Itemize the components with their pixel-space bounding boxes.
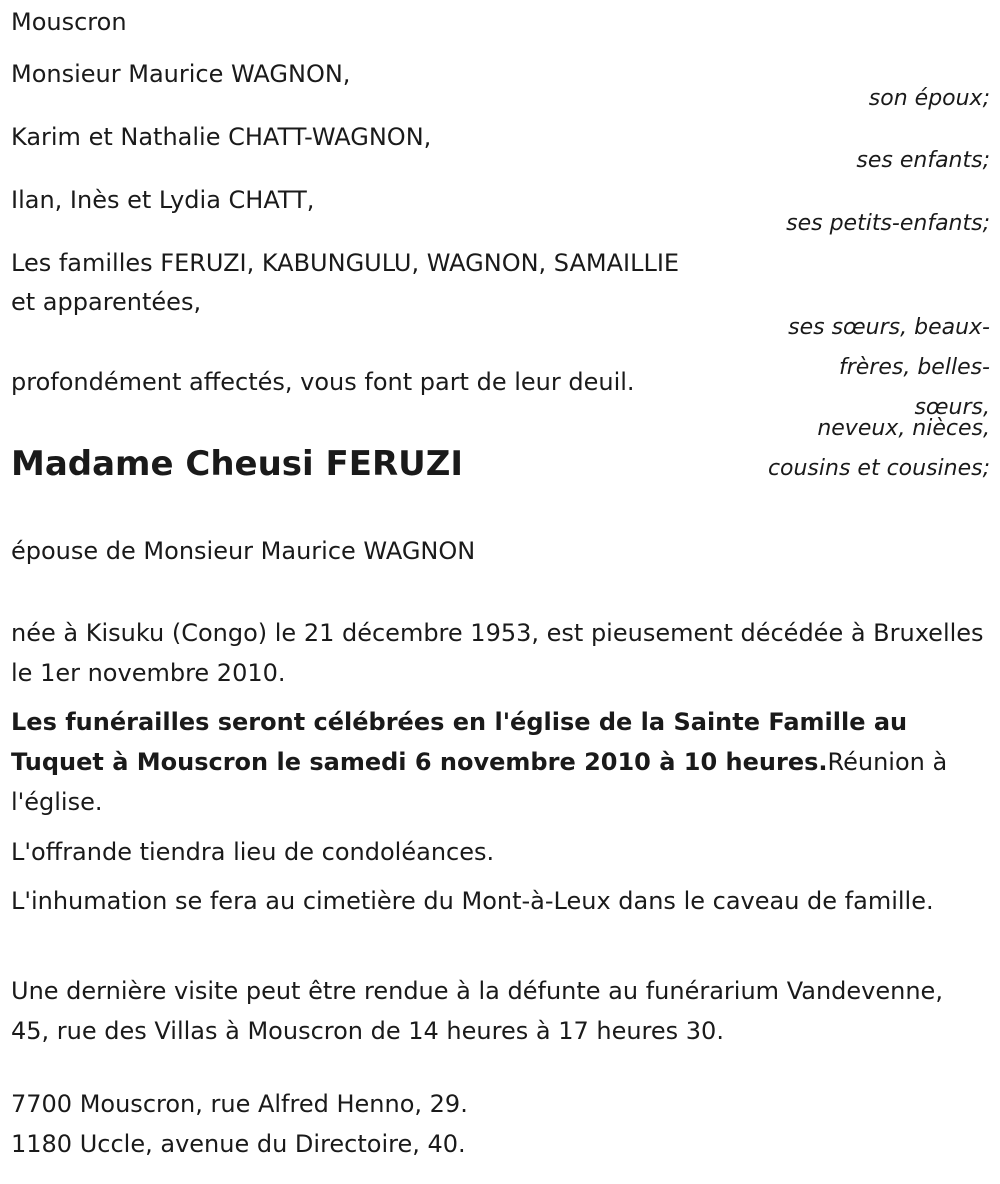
family-member-name-continued: et apparentées, [11,288,202,316]
announcement-text: profondément affectés, vous font part de leur deuil. [11,368,635,396]
funeral-paragraph [11,702,986,822]
family-member-name: Karim et Nathalie CHATT-WAGNON, [11,123,432,151]
family-member-relation: son époux; [868,86,990,111]
family-member-relation: ses sœurs, beaux-frères, belles-sœurs, [788,315,990,420]
address-line: 1180 Uccle, avenue du Directoire, 40. [11,1130,466,1158]
family-member-name: Les familles FERUZI, KABUNGULU, WAGNON, SAMAILLIE [11,249,680,277]
visit-paragraph: Une dernière visite peut être rendue à la défunte au funérarium Vandevenne, 45, rue des Villas à Mouscron de 14 heures à 17 heures 30. [11,977,943,1045]
offering-paragraph: L'offrande tiendra lieu de condoléances. [11,838,495,866]
city-heading: Mouscron [11,8,127,36]
family-member-name: Monsieur Maurice WAGNON, [11,60,351,88]
family-member-relation: ses petits-enfants; [786,211,990,236]
deceased-name: Madame Cheusi FERUZI [11,444,464,484]
family-member-relation: ses enfants; [856,148,990,173]
address-line: 7700 Mouscron, rue Alfred Henno, 29. [11,1090,468,1118]
burial-paragraph: L'inhumation se fera au cimetière du Mont-à-Leux dans le caveau de famille. [11,887,934,915]
extended-relation-line: cousins et cousines; [767,456,990,481]
gathering-note: Réunion à l'église. [11,748,948,816]
extended-relation-line: neveux, nièces, [817,416,990,441]
birth-death-paragraph: née à Kisuku (Congo) le 21 décembre 1953, est pieusement décédée à Bruxelles le 1er novembre 2010. [11,619,984,687]
family-member-name: Ilan, Inès et Lydia CHATT, [11,186,315,214]
spouse-line: épouse de Monsieur Maurice WAGNON [11,537,476,565]
funeral-details: Les funérailles seront célébrées en l'église de la Sainte Famille au Tuquet à Mouscron le samedi 6 novembre 2010 à 10 heures. [11,708,908,776]
